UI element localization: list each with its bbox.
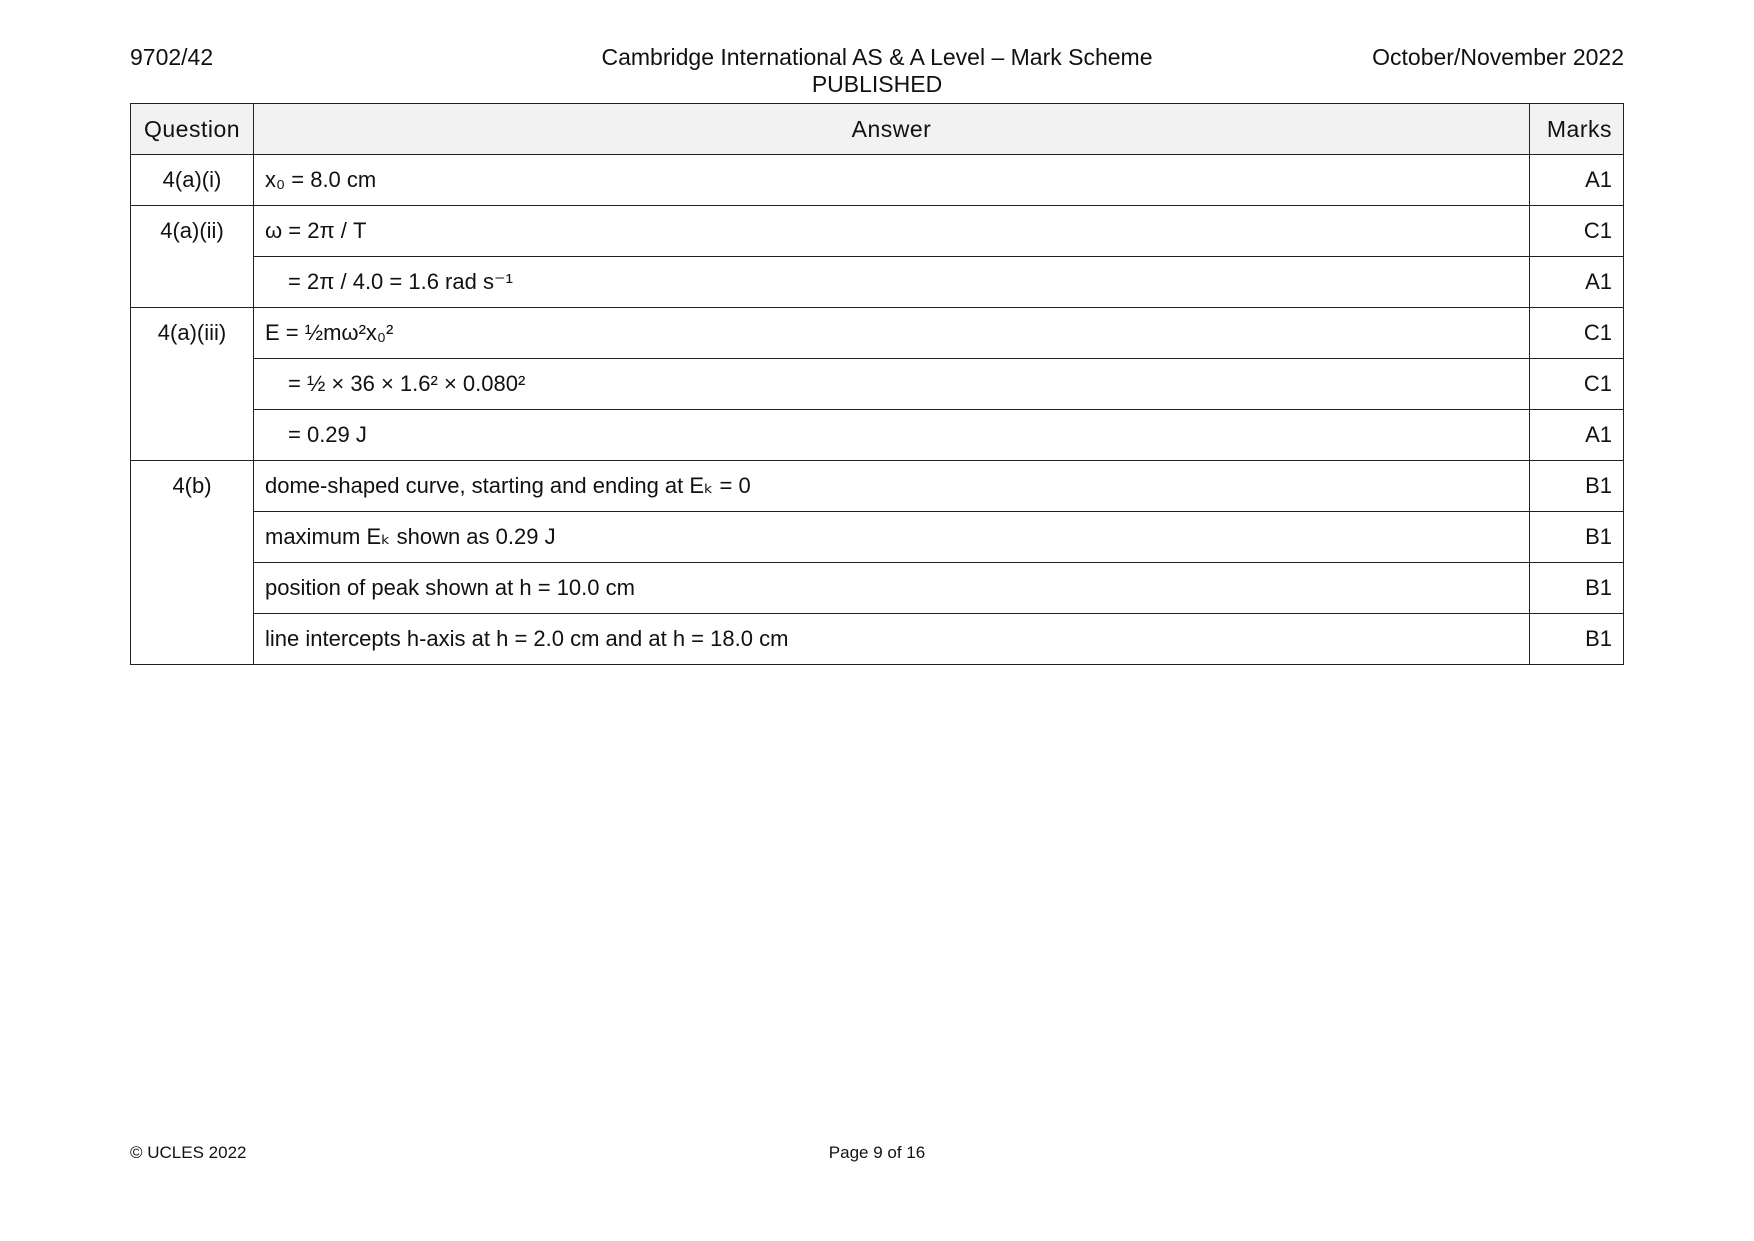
marks-column-header: Marks <box>1530 104 1624 155</box>
document-title: Cambridge International AS & A Level – Mark Scheme <box>601 44 1153 70</box>
answer-text: dome-shaped curve, starting and ending at Eₖ = 0 <box>254 461 1530 512</box>
table-row <box>131 512 1624 563</box>
answer-text: E = ½mω²x₀² <box>254 308 1530 359</box>
answer-text: x₀ = 8.0 cm <box>254 155 1530 206</box>
mark-value: C1 <box>1530 206 1624 257</box>
mark-value: A1 <box>1530 155 1624 206</box>
mark-value: B1 <box>1530 461 1624 512</box>
table-row <box>131 206 1624 257</box>
mark-value: B1 <box>1530 512 1624 563</box>
table-row <box>131 257 1624 308</box>
answer-text: = 0.29 J <box>254 410 1530 461</box>
table-row <box>131 563 1624 614</box>
mark-value: C1 <box>1530 308 1624 359</box>
copyright-notice: © UCLES 2022 <box>130 1143 247 1162</box>
answer-column-header: Answer <box>254 104 1530 155</box>
table-row <box>131 461 1624 512</box>
question-number: 4(b) <box>131 461 254 665</box>
question-column-header: Question <box>131 104 254 155</box>
table-row <box>131 155 1624 206</box>
answer-text: = 2π / 4.0 = 1.6 rad s⁻¹ <box>254 257 1530 308</box>
table-row <box>131 308 1624 359</box>
table-row <box>131 614 1624 665</box>
answer-text: ω = 2π / T <box>254 206 1530 257</box>
mark-scheme-table <box>130 103 1624 665</box>
answer-text: line intercepts h-axis at h = 2.0 cm and at h = 18.0 cm <box>254 614 1530 665</box>
mark-value: A1 <box>1530 410 1624 461</box>
mark-value: B1 <box>1530 614 1624 665</box>
table-row <box>131 410 1624 461</box>
answer-text: maximum Eₖ shown as 0.29 J <box>254 512 1530 563</box>
mark-value: A1 <box>1530 257 1624 308</box>
mark-value: C1 <box>1530 359 1624 410</box>
mark-value: B1 <box>1530 563 1624 614</box>
question-number: 4(a)(iii) <box>131 308 254 461</box>
exam-session: October/November 2022 <box>1372 44 1624 70</box>
question-number: 4(a)(i) <box>131 155 254 206</box>
answer-text: = ½ × 36 × 1.6² × 0.080² <box>254 359 1530 410</box>
table-header-row <box>131 104 1624 155</box>
answer-text: position of peak shown at h = 10.0 cm <box>254 563 1530 614</box>
paper-code: 9702/42 <box>130 44 214 70</box>
document-status: PUBLISHED <box>811 71 943 97</box>
page-number: Page 9 of 16 <box>828 1143 926 1162</box>
question-number: 4(a)(ii) <box>131 206 254 308</box>
table-row <box>131 359 1624 410</box>
